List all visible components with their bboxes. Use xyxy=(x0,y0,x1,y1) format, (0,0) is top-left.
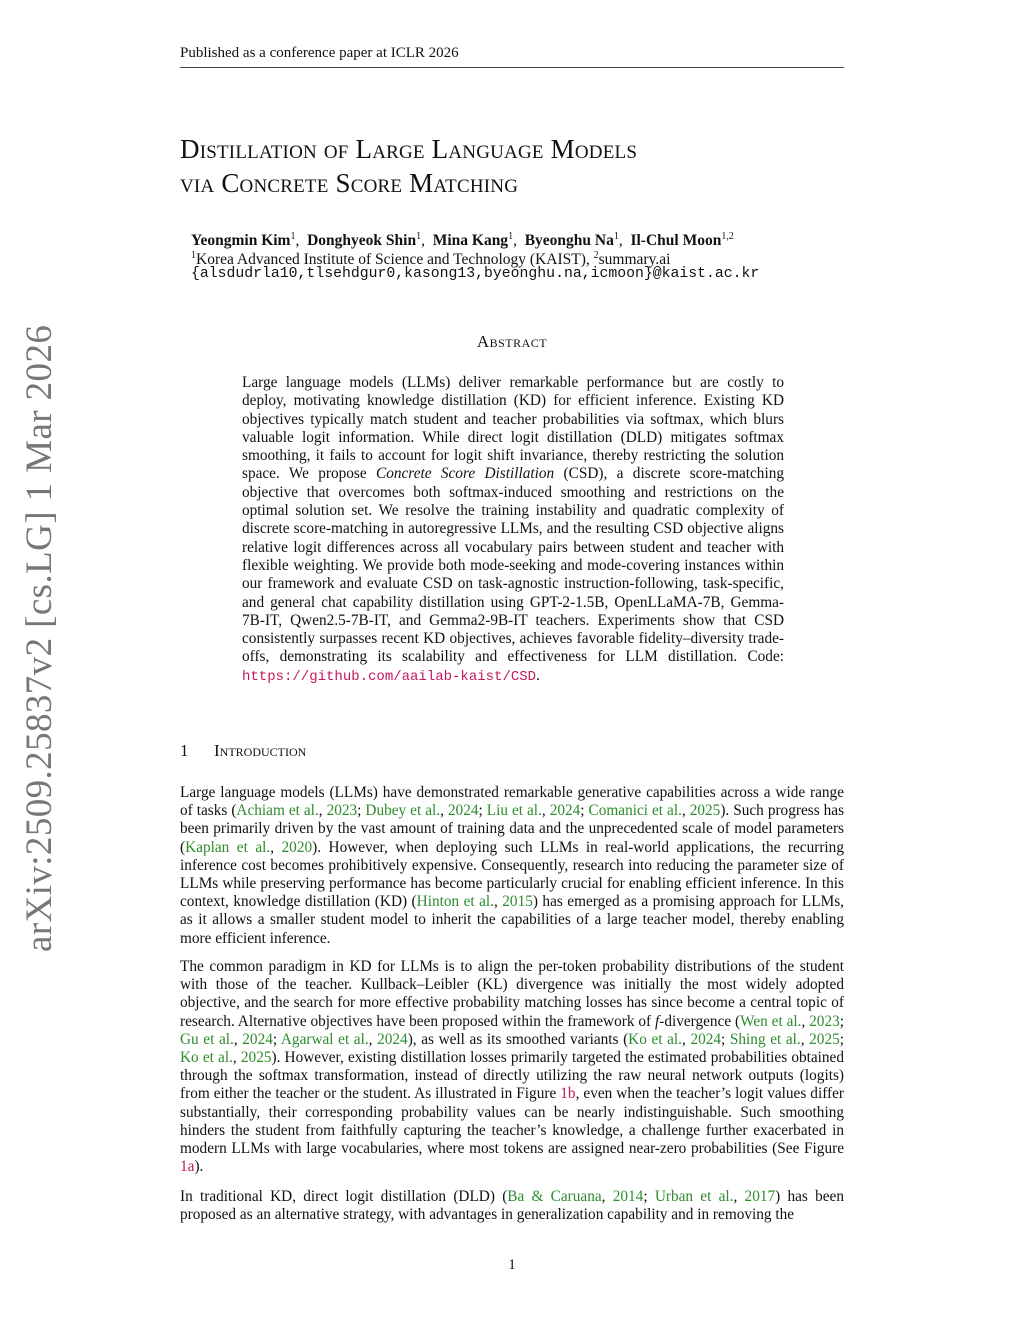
figure-ref-link[interactable]: 1b xyxy=(560,1085,576,1103)
citation-link[interactable]: 2015 xyxy=(502,893,533,911)
citation-link[interactable]: Urban et al. xyxy=(654,1188,734,1205)
figure-ref-link[interactable]: 1a xyxy=(180,1158,195,1176)
citation-link[interactable]: Kaplan et al. xyxy=(185,838,271,856)
text-run: , xyxy=(440,802,448,820)
author: Donghyeok Shin$^1$ xyxy=(307,231,422,250)
text-run: The common paradigm in KD for LLMs is to align the per-token probability distributions of the student with those of the teacher. Kullback–Leibler (KL) divergence was initially the most widely adopted objective, and the search for more effective probability matching losses has since become a central topic of research. Alternative objectives have been proposed within the framework of xyxy=(180,958,844,1030)
text-run: Large language models (LLMs) have demonstrated remarkable generative capabilities across a wide range of tasks ( xyxy=(180,784,844,820)
citation-link[interactable]: Wen et al. xyxy=(740,1012,802,1030)
text-run: , xyxy=(733,1188,745,1205)
text-run: , xyxy=(318,802,327,820)
citation-link[interactable]: Achiam et al. xyxy=(236,802,319,820)
citation-link[interactable]: Ba & Caruana xyxy=(507,1188,602,1205)
text-run: In traditional KD, direct logit distillation (DLD) ( xyxy=(180,1188,508,1205)
citation-link[interactable]: 2024 xyxy=(242,1030,273,1048)
text-run: , xyxy=(368,1030,378,1048)
abstract-text: Large language models (LLMs) deliver remarkable performance but are costly to deploy, motivating knowledge distillation (KD) for efficient inference. Existing KD objectives typically match student and teacher probabilities via softmax, which blurs valuable logit information. While direct logit distillation (DLD) mitigates softmax smoothing, it fails to account for logit shift invariance, thereby restricting the solution space. We propose Concrete Score Distillation (CSD), a discrete score-matching objective that overcomes both softmax-induced smoothing and restrictions on the optimal solution set. We resolve the training instability and quadratic complexity of discrete score-matching in autoregressive LLMs, and the resulting CSD objective aligns relative logit differences across all vocabulary pairs between student and teacher with flexible weighting. We provide both mode-seeking and mode-covering instances within our framework and evaluate CSD on task-agnostic instruction-following, task-specific, and general chat capability distillation using GPT-2-1.5B, OpenLLaMA-7B, Gemma-7B-IT, Qwen2.5-7B-IT, and Gemma2-9B-IT teachers. Experiments show that CSD consistently surpasses recent KD objectives, achieves favorable fidelity–diversity trade-offs, demonstrating its scalability and effectiveness for LLM distillation. Code: https://github.com/aailab-kaist/CSD. xyxy=(242,374,785,685)
text-run: , xyxy=(800,1030,810,1048)
citation-link[interactable]: Comanici et al. xyxy=(588,802,682,820)
page-number: 1 xyxy=(508,1257,516,1273)
text-run: ; xyxy=(478,802,487,820)
text-run: ). However, existing distillation losses primarily targeted the estimated probabilities obtained through the softmax transformation, instead of directly utilizing the raw neural network outputs (logits) from either the teacher or the student. As illustrated in Figure xyxy=(180,1049,844,1103)
author: Byeonghu Na$^1$ xyxy=(524,231,619,250)
citation-link[interactable]: Dubey et al. xyxy=(365,802,441,820)
author: Yeongmin Kim$^1$ xyxy=(191,231,296,250)
text-run: ) has been proposed as an alternative strategy, with advantages in generalization capability and in removing the xyxy=(180,1188,844,1224)
citation-link[interactable]: 2025 xyxy=(240,1049,272,1067)
text-run: , xyxy=(233,1030,243,1048)
citation-link[interactable]: Shing et al. xyxy=(729,1030,801,1048)
citation-link[interactable]: 2024 xyxy=(549,802,581,820)
title-line-1: Distillation of Large Language Models xyxy=(180,134,638,164)
author-emails: {alsdudrla10,tlsehdgur0,kasong13,byeonghu.na,icmoon}@kaist.ac.kr xyxy=(191,266,760,282)
author: Il-Chul Moon$^{1,2}$ xyxy=(630,231,734,250)
text-run: ; xyxy=(839,1012,844,1030)
text-run: ) has emerged as a promising approach for LLMs, as it allows a smaller student model to inherit the capabilities of a large teacher model, thereby enabling more efficient inference. xyxy=(180,893,844,947)
citation-link[interactable]: 2023 xyxy=(809,1012,840,1030)
text-run: ). xyxy=(194,1158,204,1176)
citation-link[interactable]: Ko et al. xyxy=(180,1049,233,1067)
author-list: Yeongmin Kim$^1$, Donghyeok Shin$^1$, Mina Kang$^1$, Byeonghu Na$^1$, Il-Chul Moon$^{1,2}$ xyxy=(191,231,734,250)
title-line-2: via Concrete Score Matching xyxy=(180,168,519,198)
text-run: , xyxy=(681,802,690,820)
text-run: , xyxy=(232,1049,241,1067)
running-header: Published as a conference paper at ICLR 2026 xyxy=(180,44,844,68)
text-run: ; xyxy=(272,1030,281,1048)
section-heading xyxy=(180,741,306,761)
text-run: , xyxy=(601,1188,613,1205)
text-run: -divergence ( xyxy=(659,1012,741,1030)
citation-link[interactable]: Hinton et al. xyxy=(416,893,494,911)
citation-link[interactable]: 2025 xyxy=(689,802,721,820)
text-run: ; xyxy=(643,1188,655,1205)
paper-title xyxy=(180,132,844,200)
abstract-heading: Abstract xyxy=(476,332,548,351)
paragraph-3 xyxy=(180,1188,844,1224)
author: Mina Kang$^1$ xyxy=(432,231,514,250)
text-run: ; xyxy=(839,1030,844,1048)
affiliations: $^1$Korea Advanced Institute of Science and Technology (KAIST), $^2$summary.ai xyxy=(191,250,671,269)
text-run: , xyxy=(541,802,550,820)
text-run: , xyxy=(493,893,503,911)
citation-link[interactable]: Liu et al. xyxy=(486,802,542,820)
arxiv-identifier: arXiv:2509.25837v2 [cs.LG] 1 Mar 2026 xyxy=(19,324,60,952)
citation-link[interactable]: 2024 xyxy=(377,1030,408,1048)
citation-link[interactable]: Gu et al. xyxy=(180,1030,234,1048)
text-run: ). However, when deploying such LLMs in real-world applications, the recurring inference cost becomes prohibitively expensive. Consequently, research into reducing the parameter size of LLMs while preserving performance has become particularly crucial for enabling efficient inference. In this context, knowledge distillation (KD) ( xyxy=(180,838,844,911)
citation-link[interactable]: Ko et al. xyxy=(628,1030,682,1048)
code-link[interactable]: https://github.com/aailab-kaist/CSD xyxy=(242,668,537,685)
text-run: ; xyxy=(580,802,589,820)
text-run: ; xyxy=(721,1030,730,1048)
text-run: , xyxy=(270,838,282,856)
text-run: , even when the teacher’s logit values differ substantially, their corresponding probability values can be nearly indistinguishable. Such smoothing hinders the student from faithfully capturing the teacher’s knowledge, a challenge further exacerbated in modern LLMs with large vocabularies, where most tokens are assigned near-zero probabilities (See Figure xyxy=(180,1085,844,1158)
paragraph-2 xyxy=(180,958,844,1176)
citation-link[interactable]: Agarwal et al. xyxy=(280,1030,369,1048)
text-run: ; xyxy=(357,802,366,820)
text-run: ), as well as its smoothed variants ( xyxy=(407,1030,629,1048)
citation-link[interactable]: 2014 xyxy=(612,1188,644,1205)
paragraph-1 xyxy=(180,784,844,948)
citation-link[interactable]: 2023 xyxy=(326,802,358,820)
citation-link[interactable]: 2020 xyxy=(281,838,313,856)
text-run: , xyxy=(801,1012,810,1030)
section-title: Introduction xyxy=(214,741,307,760)
citation-link[interactable]: 2024 xyxy=(690,1030,722,1048)
method-name: Concrete Score Distillation xyxy=(376,465,555,483)
math-symbol: f xyxy=(655,1012,660,1030)
text-run: , xyxy=(682,1030,691,1048)
citation-link[interactable]: 2025 xyxy=(809,1030,840,1048)
citation-link[interactable]: 2024 xyxy=(447,802,479,820)
section-number: 1 xyxy=(180,741,189,760)
citation-link[interactable]: 2017 xyxy=(744,1188,776,1205)
text-run: ). Such progress has been primarily driven by the vast amount of training data and the unprecedented scale of model parameters ( xyxy=(180,802,845,856)
